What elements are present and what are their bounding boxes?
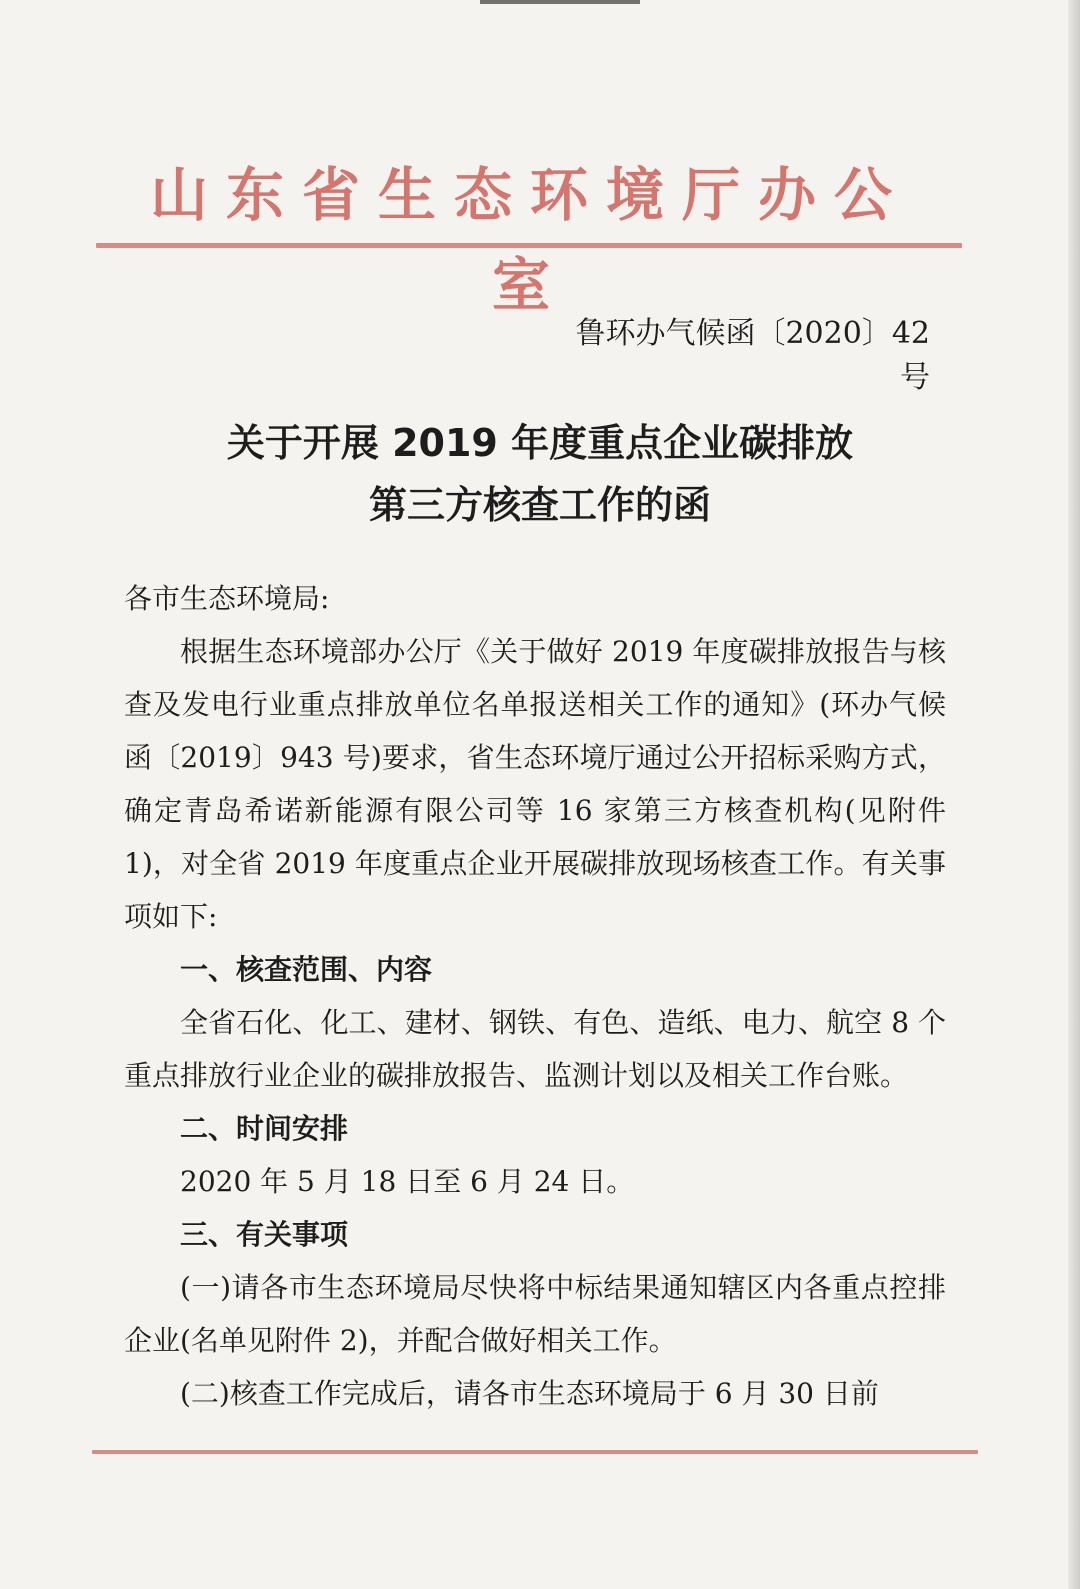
section-heading-schedule: 二、时间安排 <box>180 1112 349 1145</box>
document-body <box>124 572 946 1420</box>
letterhead-title: 山东省生态环境厅办公室 <box>149 161 910 319</box>
document-number: 鲁环办气候函〔2020〕42 号 <box>575 316 930 395</box>
scan-edge-mark <box>480 0 640 4</box>
salutation: 各市生态环境局: <box>124 582 330 615</box>
scope-paragraph: 全省石化、化工、建材、钢铁、有色、造纸、电力、航空 8 个重点排放行业企业的碳排放报告、监测计划以及相关工作台账。 <box>124 1006 946 1092</box>
section-heading-scope: 一、核查范围、内容 <box>180 953 433 986</box>
matters-item-2: (二)核查工作完成后，请各市生态环境局于 6 月 30 日前 <box>180 1377 879 1410</box>
scan-page-edge <box>1068 0 1080 1589</box>
matters-item-1: (一)请各市生态环境局尽快将中标结果通知辖区内各重点控排企业(名单见附件 2)，并配合做好相关工作。 <box>124 1271 946 1357</box>
title-line-2: 第三方核查工作的函 <box>368 483 711 527</box>
document-title <box>120 412 960 536</box>
letterhead-red-rule <box>96 243 962 248</box>
section-heading-matters: 三、有关事项 <box>180 1218 349 1251</box>
intro-paragraph: 根据生态环境部办公厅《关于做好 2019 年度碳排放报告与核查及发电行业重点排放单位名单报送相关工作的通知》(环办气候函〔2019〕943 号)要求，省生态环境厅通过公开招标采购方式，确定青岛希诺新能源有限公司等 16 家第三方核查机构(见附件 1)，对全省 2019 年度重点企业开展碳排放现场核查工作。有关事项如下: <box>124 635 946 933</box>
title-line-1: 关于开展 2019 年度重点企业碳排放 <box>226 421 854 465</box>
schedule-paragraph: 2020 年 5 月 18 日至 6 月 24 日。 <box>180 1165 635 1198</box>
footer-red-rule <box>92 1450 978 1454</box>
